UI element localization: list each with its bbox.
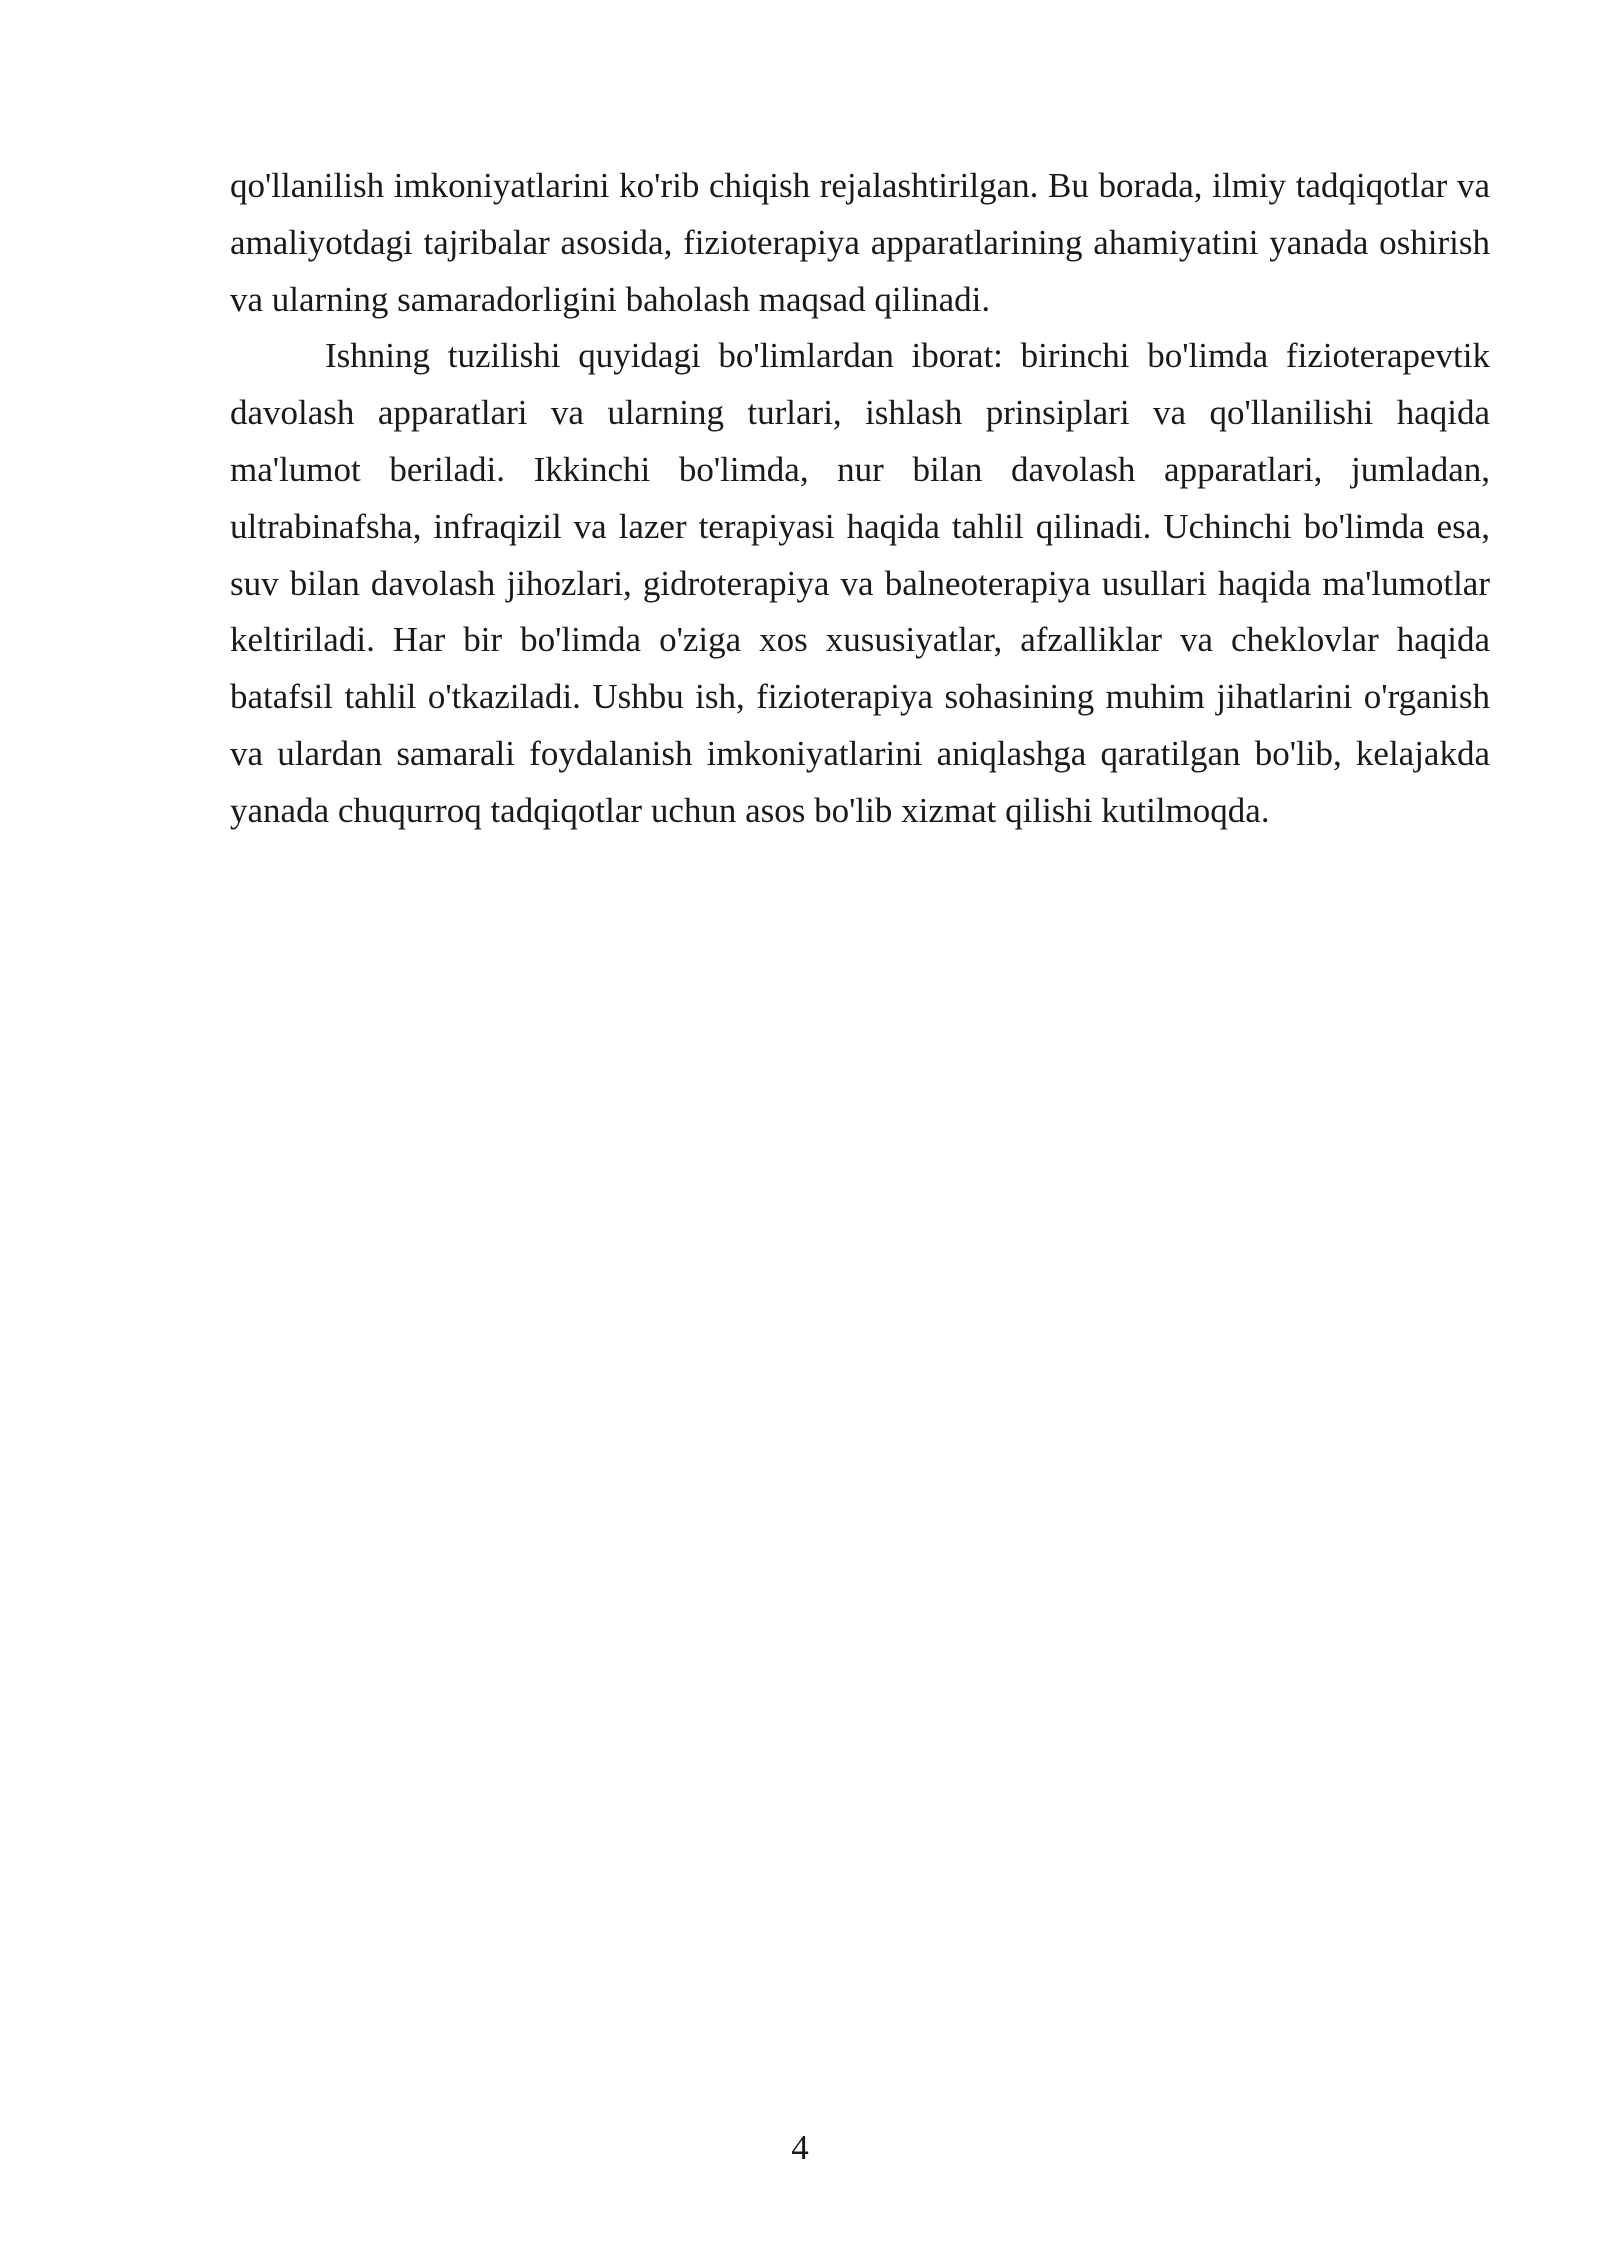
page-number: 4: [791, 2128, 809, 2167]
paragraph-structure: Ishning tuzilishi quyidagi bo'limlardan iborat: birinchi bo'limda fizioterapevtik davolash apparatlari va ularning turlari, ishlash prinsiplari va qo'llanilishi haqida ma'lumot beriladi. Ikkinchi bo'limda, nur bilan davolash apparatlari, jumladan, ultrabinafsha, infraqizil va lazer terapiyasi haqida tahlil qilinadi. Uchinchi bo'limda esa, suv bilan davolash jihozlari, gidroterapiya va balneoterapiya usullari haqida ma'lumotlar keltiriladi. Har bir bo'limda o'ziga xos xususiyatlar, afzalliklar va cheklovlar haqida batafsil tahlil o'tkaziladi. Ushbu ish, fizioterapiya sohasining muhim jihatlarini o'rganish va ulardan samarali foydalanish imkoniyatlarini aniqlashga qaratilgan bo'lib, kelajakda yanada chuqurroq tadqiqotlar uchun asos bo'lib xizmat qilishi kutilmoqda.: [230, 336, 1490, 830]
body-text: [230, 158, 1490, 840]
paragraph-continuation: qo'llanilish imkoniyatlarini ko'rib chiqish rejalashtirilgan. Bu borada, ilmiy tadqiqotlar va amaliyotdagi tajribalar asosida, fizioterapiya apparatlarining ahamiyatini yanada oshirish va ularning samaradorligini baholash maqsad qilinadi.: [230, 166, 1490, 319]
